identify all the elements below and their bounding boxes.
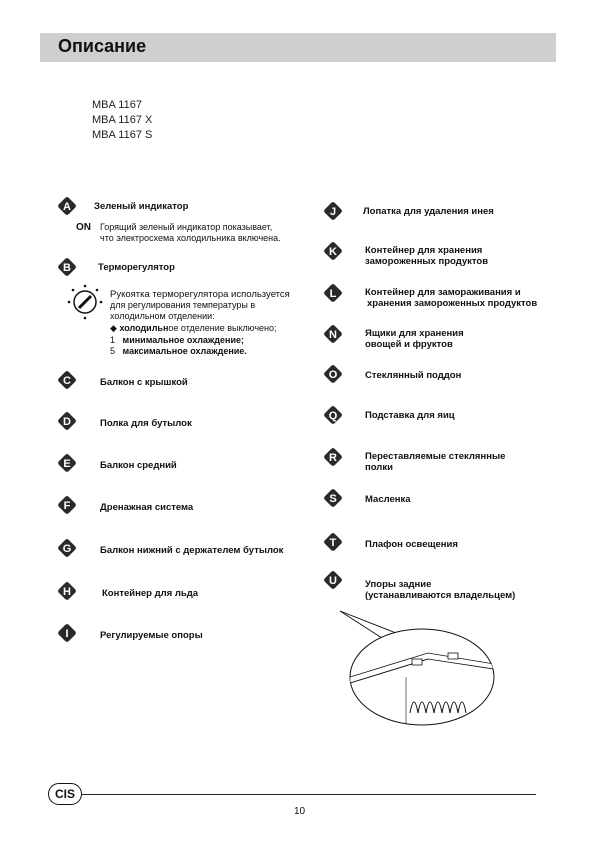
badge-letter: B xyxy=(63,262,71,274)
page-number: 10 xyxy=(294,806,306,817)
section-header xyxy=(40,33,556,62)
letter-diamond-icon xyxy=(56,622,78,644)
badge-letter: L xyxy=(329,288,337,300)
letter-badge xyxy=(56,537,78,559)
letter-diamond-icon xyxy=(56,580,78,602)
bullet-icon: ◆ xyxy=(110,323,117,333)
indicator-desc-line2: что электросхема холодильника включена. xyxy=(100,233,281,243)
model-name: MBA 1167 xyxy=(92,99,142,111)
thermostat-option-off xyxy=(110,323,277,334)
item-label-line1: Контейнер для замораживания и xyxy=(365,287,521,298)
badge-letter: S xyxy=(329,493,337,505)
letter-badge xyxy=(322,487,344,509)
item-label-line2: замороженных продуктов xyxy=(365,256,489,267)
badge-letter: H xyxy=(63,586,71,598)
letter-badge xyxy=(56,369,78,391)
model-name: MBA 1167 S xyxy=(92,129,153,141)
item-label-line2: хранения замороженных продуктов xyxy=(367,298,538,309)
item-label: Терморегулятор xyxy=(98,262,175,273)
badge-letter: Q xyxy=(328,410,338,422)
letter-badge xyxy=(322,282,344,304)
item-label: Полка для бутылок xyxy=(100,418,192,429)
letter-diamond-icon xyxy=(322,363,344,385)
badge-letter: J xyxy=(329,206,337,218)
letter-badge xyxy=(56,195,78,217)
option-number: 1 xyxy=(110,335,116,345)
letter-diamond-icon xyxy=(56,369,78,391)
item-label: Балкон с крышкой xyxy=(100,377,188,388)
item-label-line1: Контейнер для хранения xyxy=(365,245,483,256)
indicator-on-icon: ON xyxy=(76,222,91,233)
page-title: Описание xyxy=(58,36,147,56)
thermostat-desc-line2: для регулирования температуры в xyxy=(110,300,256,310)
badge-letter: O xyxy=(328,369,338,381)
letter-badge xyxy=(322,240,344,262)
letter-badge xyxy=(56,580,78,602)
option-number: 5 xyxy=(110,346,116,356)
badge-letter: F xyxy=(63,500,71,512)
badge-letter: C xyxy=(63,375,71,387)
letter-diamond-icon xyxy=(322,531,344,553)
letter-diamond-icon xyxy=(322,200,344,222)
letter-badge xyxy=(322,200,344,222)
footer-divider xyxy=(78,794,536,795)
badge-letter: K xyxy=(329,246,337,258)
item-label-line1: Переставляемые стеклянные xyxy=(365,451,506,462)
item-label: Балкон нижний с держателем бутылок xyxy=(100,545,284,556)
badge-letter: D xyxy=(63,416,71,428)
item-label: Плафон освещения xyxy=(365,539,458,550)
letter-badge xyxy=(56,410,78,432)
item-label-line2: полки xyxy=(365,462,393,473)
letter-badge xyxy=(322,569,344,591)
item-label: Балкон средний xyxy=(100,460,177,471)
option-bold-part: холодильн xyxy=(119,323,169,333)
rear-stops-illustration xyxy=(340,595,500,735)
letter-badge xyxy=(322,446,344,468)
item-label: Регулируемые опоры xyxy=(100,630,203,641)
item-label-line2: овощей и фруктов xyxy=(365,339,453,350)
option-rest-part: ое отделение выключено; xyxy=(168,323,277,333)
letter-diamond-icon xyxy=(56,195,78,217)
badge-letter: R xyxy=(329,452,337,464)
indicator-desc-line1: Горящий зеленый индикатор показывает, xyxy=(100,222,273,232)
thermostat-desc-line1: Рукоятка терморегулятора используется xyxy=(110,289,290,300)
item-label-line2: (устанавливаются владельцем) xyxy=(365,590,516,601)
letter-diamond-icon xyxy=(322,282,344,304)
badge-letter: N xyxy=(329,329,337,341)
thermostat-knob-icon xyxy=(66,283,104,321)
badge-letter: U xyxy=(329,575,337,587)
region-badge: CIS xyxy=(48,783,82,805)
letter-badge xyxy=(322,363,344,385)
letter-diamond-icon xyxy=(322,240,344,262)
letter-diamond-icon xyxy=(56,256,78,278)
letter-diamond-icon xyxy=(56,410,78,432)
badge-letter: E xyxy=(63,458,71,470)
item-label: Зеленый индикатор xyxy=(94,201,189,212)
item-label: Стеклянный поддон xyxy=(365,370,462,381)
item-label: Дренажная система xyxy=(100,502,194,513)
item-label-line1: Упоры задние xyxy=(365,579,432,590)
letter-badge xyxy=(56,256,78,278)
letter-badge xyxy=(322,404,344,426)
thermostat-option-max xyxy=(110,346,247,357)
letter-diamond-icon xyxy=(322,569,344,591)
item-label: Контейнер для льда xyxy=(102,588,199,599)
letter-badge xyxy=(322,323,344,345)
letter-diamond-icon xyxy=(56,494,78,516)
letter-diamond-icon xyxy=(322,487,344,509)
option-text: минимальное охлаждение; xyxy=(122,335,244,345)
model-list xyxy=(92,98,152,143)
model-name: MBA 1167 X xyxy=(92,114,153,126)
letter-diamond-icon xyxy=(56,537,78,559)
letter-diamond-icon xyxy=(322,446,344,468)
item-label: Лопатка для удаления инея xyxy=(363,206,494,217)
letter-badge xyxy=(56,622,78,644)
badge-letter: T xyxy=(329,537,337,549)
letter-badge xyxy=(56,494,78,516)
letter-diamond-icon xyxy=(56,452,78,474)
badge-letter: I xyxy=(65,628,69,640)
thermostat-option-min xyxy=(110,335,244,346)
letter-badge xyxy=(56,452,78,474)
option-text: максимальное охлаждение. xyxy=(122,346,247,356)
badge-letter: A xyxy=(63,201,71,213)
thermostat-desc-line3: холодильном отделении: xyxy=(110,311,215,321)
item-label: Подставка для яиц xyxy=(365,410,455,421)
item-label: Масленка xyxy=(365,494,411,505)
badge-letter: G xyxy=(62,543,72,555)
letter-diamond-icon xyxy=(322,323,344,345)
letter-diamond-icon xyxy=(322,404,344,426)
item-label-line1: Ящики для хранения xyxy=(365,328,464,339)
letter-badge xyxy=(322,531,344,553)
